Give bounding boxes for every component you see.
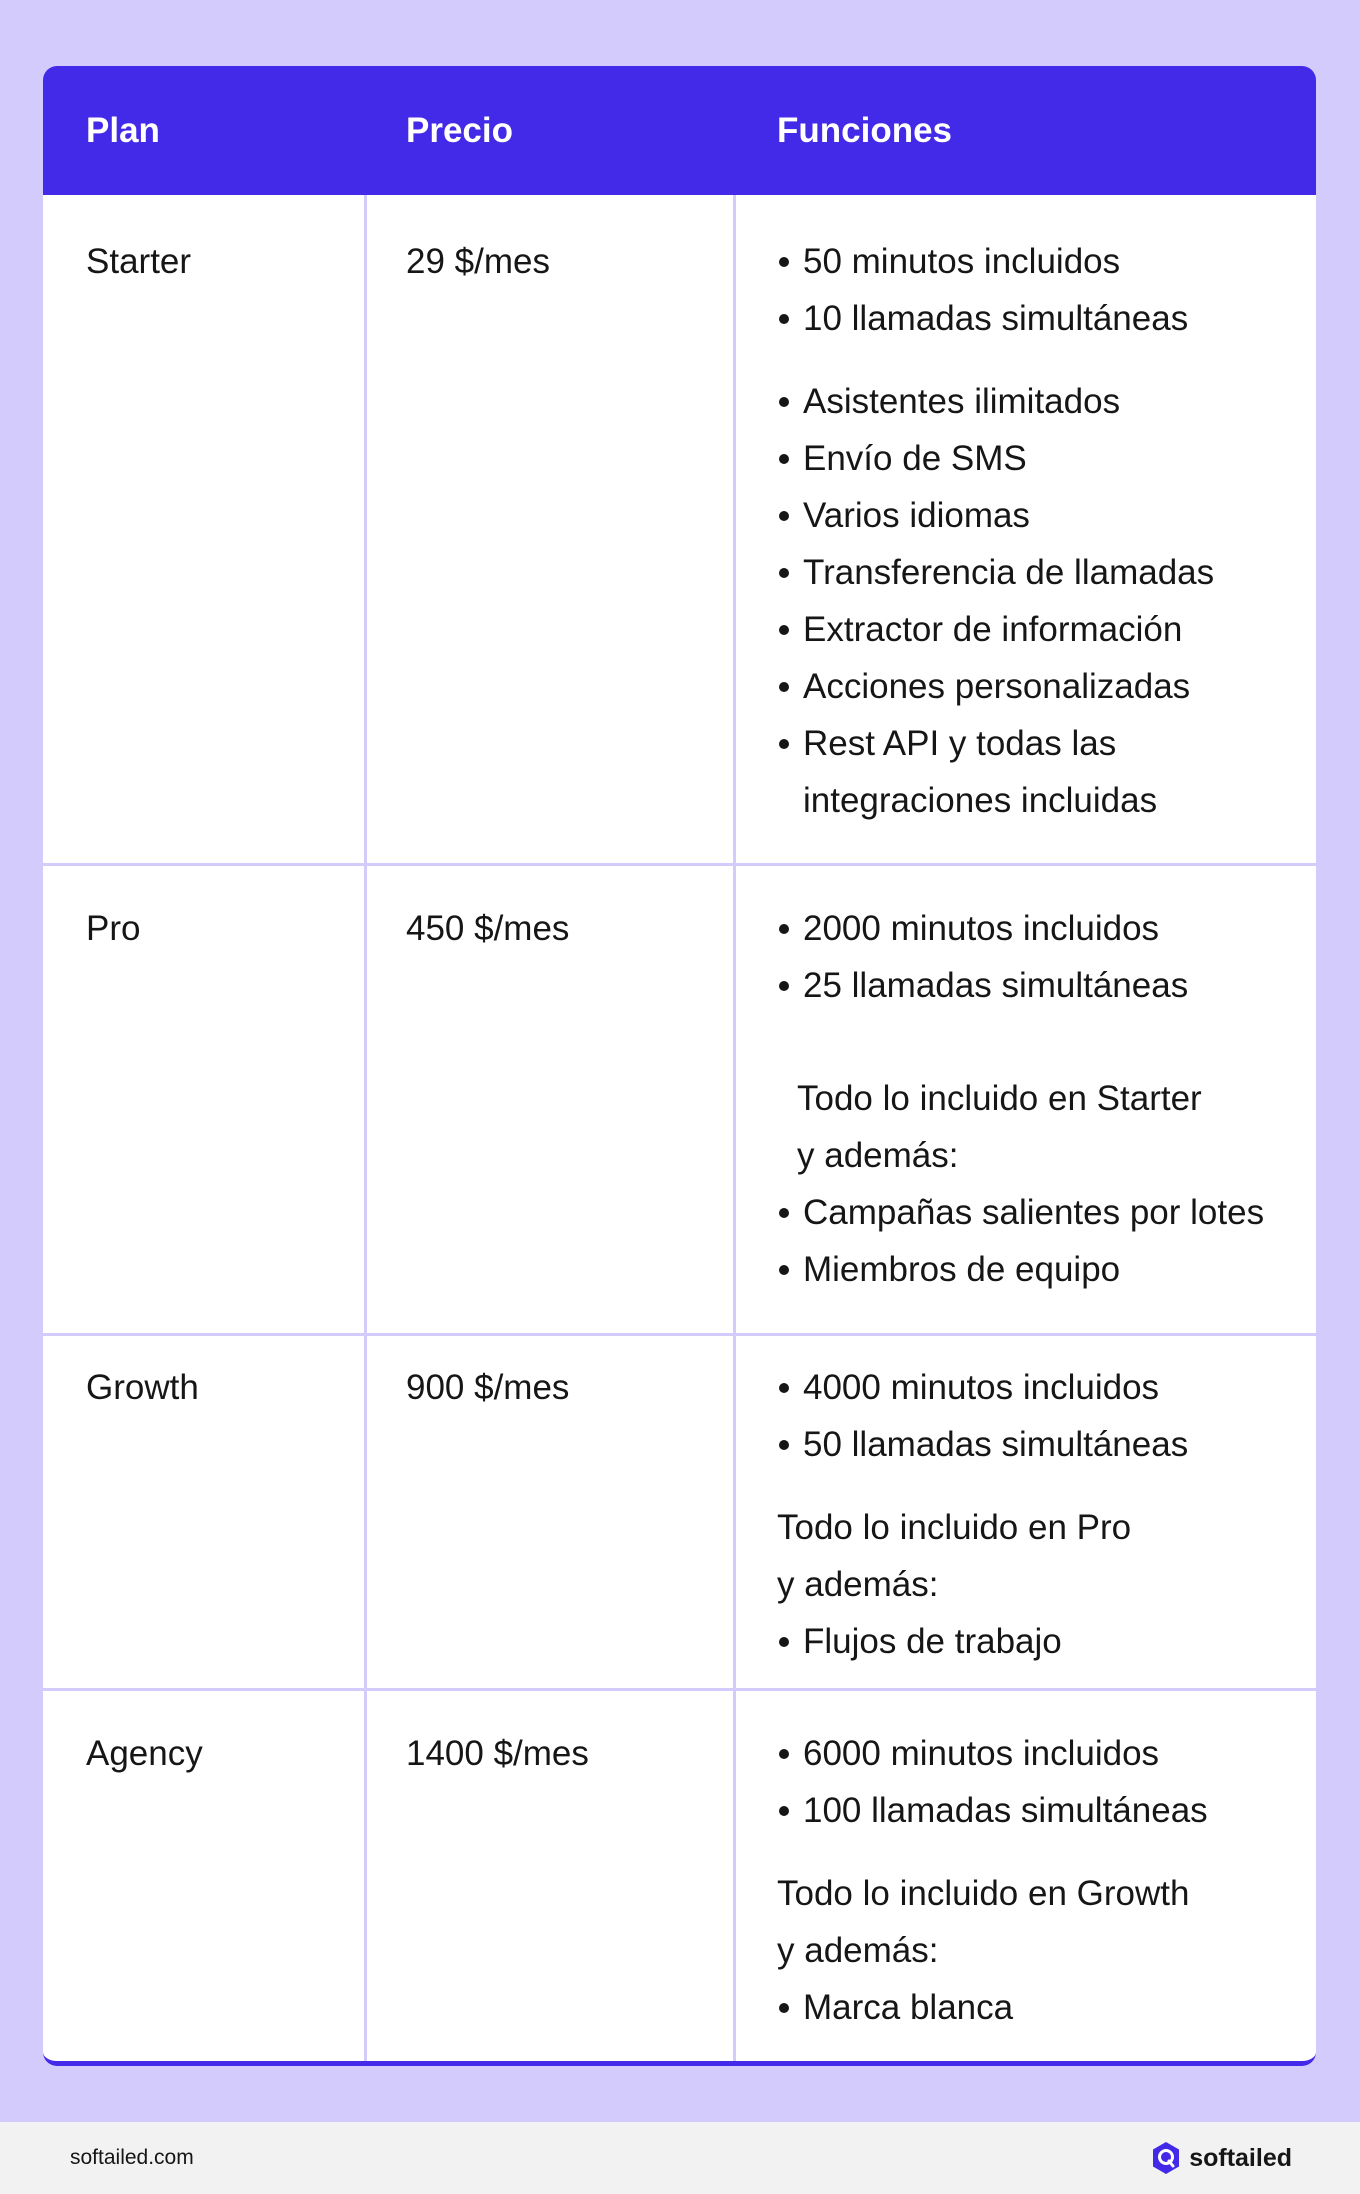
- feature-item: Rest API y todas las integraciones incluidas: [777, 715, 1163, 829]
- feature-item: 50 llamadas simultáneas: [777, 1416, 1307, 1473]
- feature-item: Asistentes ilimitados: [777, 373, 1307, 430]
- pricing-table: [43, 66, 1316, 2066]
- feature-item: Transferencia de llamadas: [777, 544, 1307, 601]
- row-divider: [43, 1688, 1316, 1691]
- plan-price-pro: 450 $/mes: [406, 909, 570, 948]
- feature-item: Flujos de trabajo: [777, 1613, 1307, 1670]
- column-divider: [364, 195, 367, 2061]
- footer-site-link[interactable]: softailed.com: [70, 2146, 194, 2169]
- header-price: Precio: [406, 111, 513, 150]
- softailed-logo-icon: [1151, 2141, 1181, 2175]
- feature-item: Acciones personalizadas: [777, 658, 1307, 715]
- footer: [0, 2122, 1360, 2194]
- feature-item: Marca blanca: [777, 1979, 1307, 2036]
- feature-item: 4000 minutos incluidos: [777, 1359, 1307, 1416]
- plan-name-starter: Starter: [86, 242, 192, 281]
- feature-item: Envío de SMS: [777, 430, 1307, 487]
- table-header: [43, 66, 1316, 195]
- plan-name-growth: Growth: [86, 1368, 199, 1407]
- plan-features-growth: [777, 1359, 1307, 1670]
- row-divider: [43, 863, 1316, 866]
- feature-item: Miembros de equipo: [777, 1241, 1307, 1298]
- row-divider: [43, 1333, 1316, 1336]
- brand[interactable]: [1151, 2140, 1292, 2176]
- feature-item: Campañas salientes por lotes: [777, 1184, 1307, 1241]
- feature-item: 25 llamadas simultáneas: [777, 957, 1307, 1014]
- brand-name: softailed: [1189, 2143, 1292, 2172]
- plan-price-agency: 1400 $/mes: [406, 1734, 589, 1773]
- plan-features-starter: [777, 233, 1307, 829]
- plan-name-pro: Pro: [86, 909, 141, 948]
- feature-item: 10 llamadas simultáneas: [777, 290, 1307, 347]
- feature-item: Extractor de información: [777, 601, 1307, 658]
- feature-item: 100 llamadas simultáneas: [777, 1782, 1307, 1839]
- header-plan: Plan: [86, 111, 160, 150]
- feature-item: 50 minutos incluidos: [777, 233, 1307, 290]
- plan-price-starter: 29 $/mes: [406, 242, 550, 281]
- plan-includes-note: Todo lo incluido en Pro y además:: [777, 1508, 1132, 1604]
- header-features: Funciones: [777, 111, 953, 150]
- feature-item: Varios idiomas: [777, 487, 1307, 544]
- plan-price-growth: 900 $/mes: [406, 1368, 570, 1407]
- plan-features-agency: [777, 1725, 1307, 2036]
- plan-includes-note: Todo lo incluido en Starter y además:: [797, 1079, 1202, 1175]
- plan-features-pro: [777, 900, 1307, 1298]
- feature-item: 2000 minutos incluidos: [777, 900, 1307, 957]
- plan-name-agency: Agency: [86, 1734, 203, 1773]
- plan-includes-note: Todo lo incluido en Growth y además:: [777, 1874, 1190, 1970]
- column-divider: [733, 195, 736, 2061]
- feature-item: 6000 minutos incluidos: [777, 1725, 1307, 1782]
